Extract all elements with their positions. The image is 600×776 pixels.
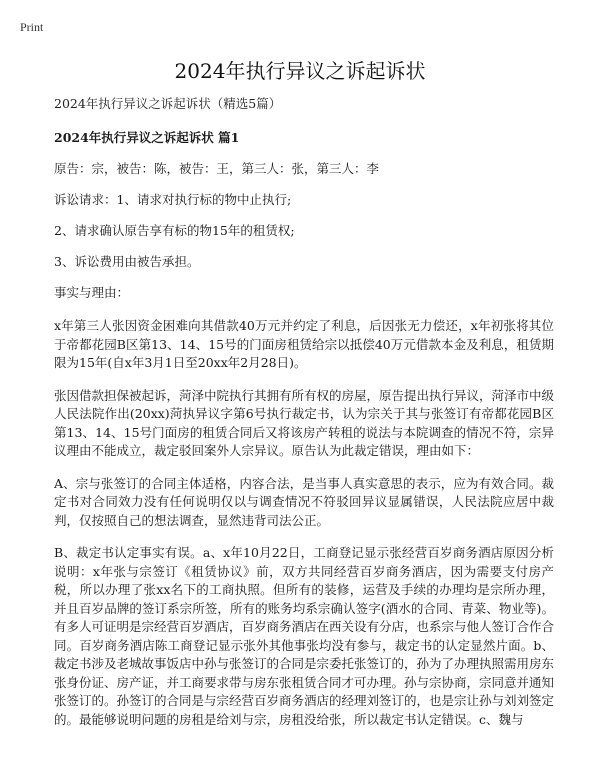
facts-paragraph-4: B、裁定书认定事实有误。a、x年10月22日，工商登记显示张经营百岁商务酒店原因分析说明：x年张与宗签订《租赁协议》前，双方共同经营百岁商务酒店，因为需要支付房产税，所以办理了张xx名下的工商执照。但所有的装修，运营及手续的办理均是宗所办理，并且百岁品牌的签订系宗所签，所有的账务均系宗确认签字(酒水的合同、青菜、物业等)。有多人可证明是宗经营百岁酒店，百岁商务酒店在西关设有分店，也系宗与他人签订合作合同。百岁商务酒店陈工商登记显示张外其他事张均没有参与，裁定书的认定显然片面。b、裁定书涉及老城故事饭店中孙与张签订的合同是宗委托张签订的，孙为了办理执照需用房东张身份证、房产证，并工商要求带与房东张租赁合同才可办理。孙与宗协商，宗同意并通知张签订的。孙签订的合同是与宗经营百岁商务酒店的经理刘签订的，也是宗让孙与刘刘签定的。最能够说明问题的房租是给刘与宗，房租没给张，所以裁定书认定错误。c、魏与: [54, 545, 555, 727]
document-subtitle: 2024年执行异议之诉起诉状（精选5篇）: [54, 96, 282, 111]
document-title: 2024年执行异议之诉起诉状: [174, 59, 426, 83]
facts-paragraph-2: 张因借款担保被起诉，菏泽中院执行其拥有所有权的房屋，原告提出执行异议，菏泽市中级人民法院作出(20xx)菏执异议字第6号执行裁定书，认为宗关于其与张签订有帝都花园B区第13、14、15号门面房的租赁合同后又将该房产转租的说法与本院调查的情况不符，宗异议理由不能成立，裁定驳回案外人宗异议。原告认为此裁定错误，理由如下：: [54, 387, 555, 458]
print-link[interactable]: Print: [20, 20, 44, 34]
claims-line-1: 诉讼请求：1、请求对执行标的物中止执行;: [54, 192, 292, 207]
facts-heading: 事实与理由：: [54, 285, 130, 300]
facts-paragraph-1: x年第三人张因资金困难向其借款40万元并约定了利息，后因张无力偿还，x年初张将其位于帝都花园B区第13、14、15号的门面房租赁给宗以抵偿40万元借款本金及利息，租赁期限为15年(自x年3月1日至20xx年2月28日)。: [54, 318, 554, 370]
claims-line-3: 3、诉讼费用由被告承担。: [54, 254, 200, 269]
parties-line: 原告：宗，被告：陈，被告：王，第三人：张，第三人：李: [54, 161, 380, 176]
facts-paragraph-3: A、宗与张签订的合同主体适格，内容合法，是当事人真实意思的表示，应为有效合同。裁定书对合同效力没有任何说明仅以与调查情况不符驳回异议显属错误，人民法院应居中裁判，仅按照自己的想法调查，显然违背司法公正。: [54, 475, 554, 528]
section-heading: 2024年执行异议之诉起诉状 篇1: [54, 130, 240, 145]
claims-line-2: 2、请求确认原告享有标的物15年的租赁权;: [54, 223, 295, 238]
document-body: [54, 94, 554, 729]
